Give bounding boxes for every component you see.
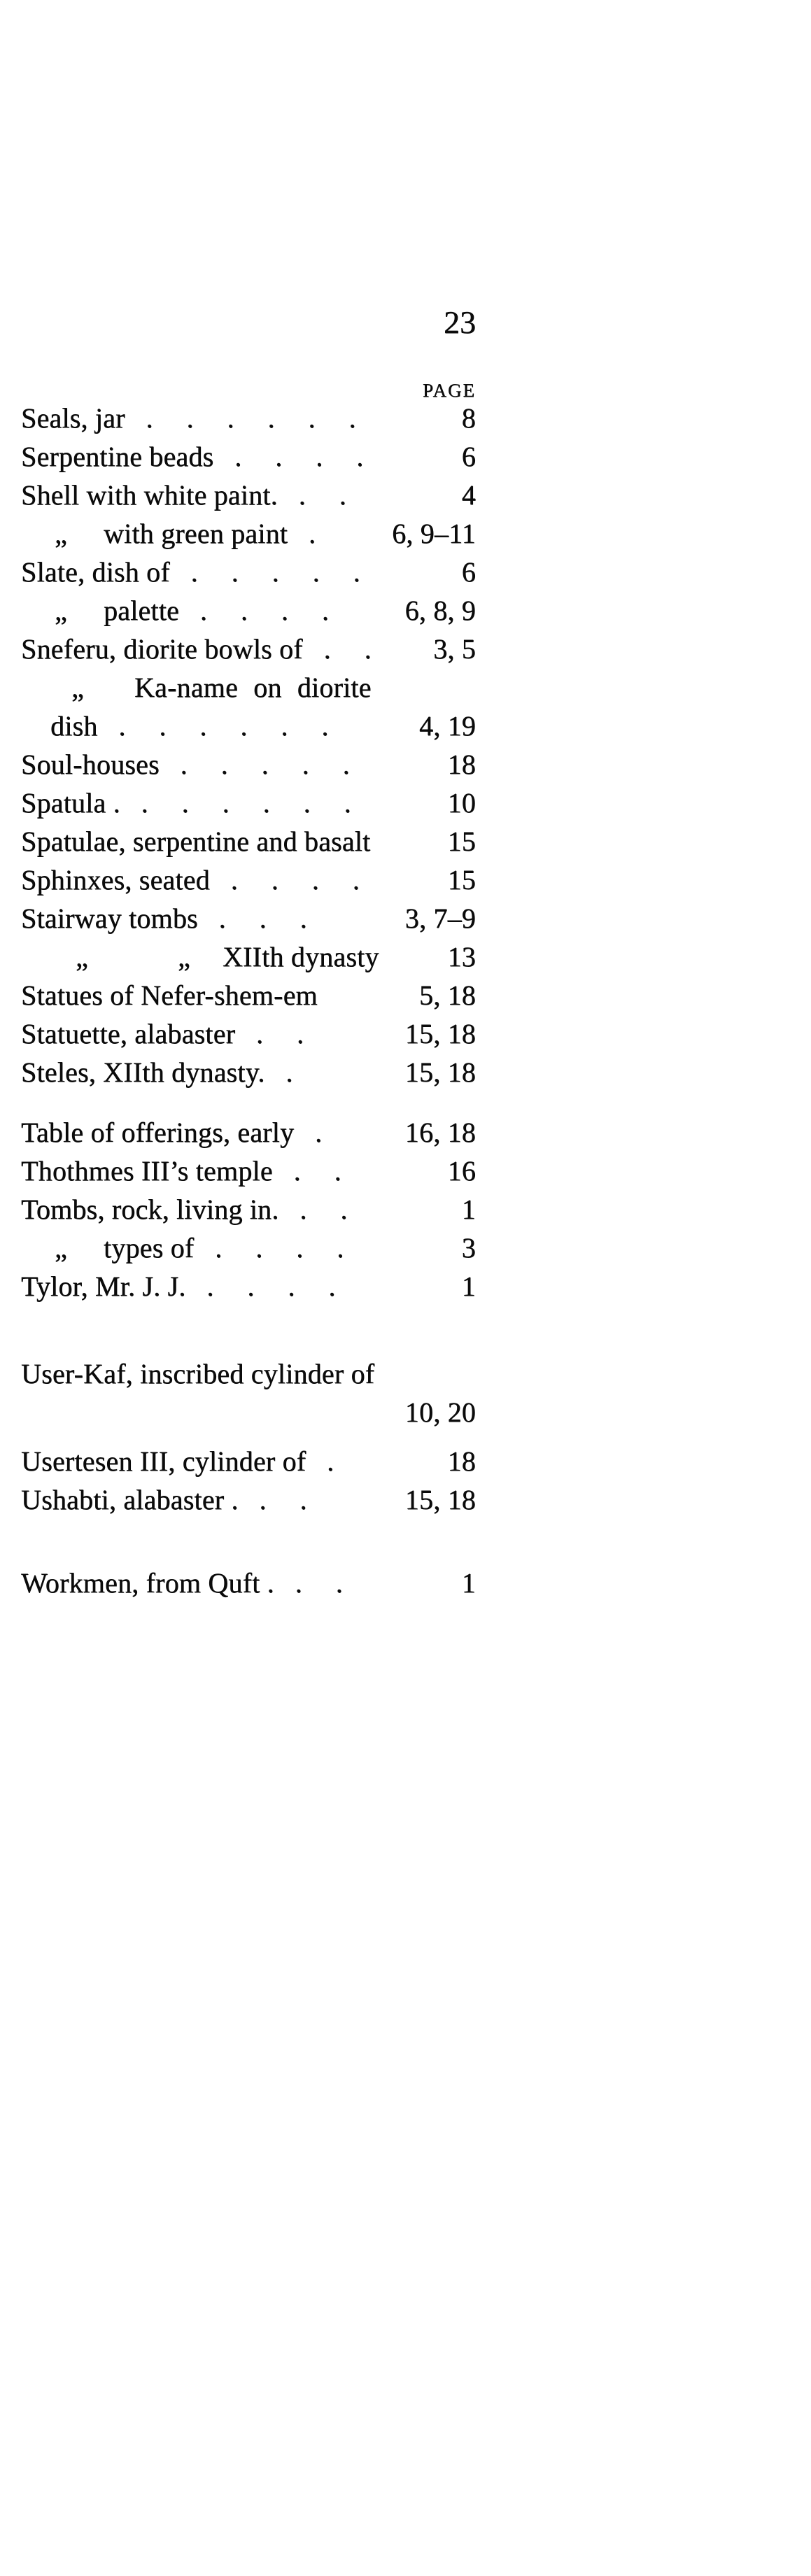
index-entry-row xyxy=(21,1053,476,1091)
dot-leader: . . . . xyxy=(230,864,360,896)
index-section xyxy=(21,1113,476,1305)
ditto-mark: „ xyxy=(55,518,67,549)
entry-pages: 8 xyxy=(461,402,476,434)
entry-label: Sphinxes, seated xyxy=(21,864,210,896)
entry-label: Steles, XIIth dynasty. xyxy=(21,1056,265,1088)
entry-pages: 6, 8, 9 xyxy=(404,595,476,626)
entry-label: palette xyxy=(103,595,179,626)
index-entry-row xyxy=(21,668,476,707)
dot-leader: . . xyxy=(259,1484,307,1515)
entry-label: Soul-houses xyxy=(21,749,160,780)
index-entry-row xyxy=(21,784,476,822)
entry-label: Statuette, alabaster xyxy=(21,1018,236,1049)
entry-label: User-Kaf, inscribed cylinder of xyxy=(21,1358,375,1389)
index-entry-row xyxy=(21,1113,476,1152)
page-column-header: PAGE xyxy=(422,380,476,401)
dot-leader: . . xyxy=(298,479,346,511)
entry-label: Usertesen III, cylinder of xyxy=(21,1445,306,1477)
entry-label: Table of offerings, early xyxy=(21,1117,295,1148)
entry-pages: 4 xyxy=(461,479,476,511)
entry-pages: 15, 18 xyxy=(404,1484,476,1515)
ditto-mark: „ xyxy=(71,672,84,703)
entry-pages: 18 xyxy=(447,749,476,780)
entry-pages: 15, 18 xyxy=(404,1056,476,1088)
index-entry-row xyxy=(21,1442,476,1480)
index-entry-row xyxy=(21,1229,476,1267)
ditto-mark: „ xyxy=(55,1232,67,1264)
dot-leader: . . . . . . xyxy=(146,402,356,434)
dot-leader: . . . . . xyxy=(180,749,350,780)
index-entry-row xyxy=(21,437,476,476)
entry-pages: 10, 20 xyxy=(404,1396,476,1428)
entry-pages: 1 xyxy=(461,1194,476,1225)
entry-pages: 6, 9–11 xyxy=(392,518,476,549)
index-entry-row xyxy=(21,1267,476,1305)
index-entry-row xyxy=(21,514,476,553)
entry-pages: 18 xyxy=(447,1445,476,1477)
dot-leader: . . xyxy=(323,633,372,665)
dot-leader: . xyxy=(308,518,316,549)
ditto-mark: „ xyxy=(55,595,67,626)
entry-label: Thothmes III’s temple xyxy=(21,1155,273,1187)
entry-label: Spatula . xyxy=(21,787,120,819)
index-entry-row xyxy=(21,1190,476,1229)
index-entry-row xyxy=(21,976,476,1014)
index-entry-row xyxy=(21,822,476,861)
index-entry-row xyxy=(21,1393,476,1431)
entry-label: Sneferu, diorite bowls of xyxy=(21,633,303,665)
index-entry-row xyxy=(21,630,476,668)
index-entry-row xyxy=(21,553,476,591)
entry-label: Ka-name on diorite xyxy=(134,672,372,703)
index-section xyxy=(21,1354,476,1431)
entry-pages: 16 xyxy=(447,1155,476,1187)
index-entry-row xyxy=(21,1152,476,1190)
entry-pages: 4, 19 xyxy=(419,710,476,742)
index-section xyxy=(21,1564,476,1602)
dot-leader: . xyxy=(315,1117,323,1148)
entry-label: Slate, dish of xyxy=(21,556,170,588)
dot-leader: . . . . xyxy=(215,1232,344,1264)
entry-label: Spatulae, serpentine and basalt xyxy=(21,826,371,857)
dot-leader: . . . . . xyxy=(190,556,360,588)
dot-leader: . . xyxy=(293,1155,341,1187)
dot-leader: . . . . . . xyxy=(118,710,329,742)
index-entry-row xyxy=(21,476,476,514)
dot-leader: . . . . . . xyxy=(141,787,351,819)
entry-label: Workmen, from Quft . xyxy=(21,1567,274,1599)
dot-leader: . . . xyxy=(218,903,307,934)
entry-pages: 15 xyxy=(447,864,476,896)
entry-label: Ushabti, alabaster . xyxy=(21,1484,239,1515)
index-entry-row xyxy=(21,399,476,437)
entry-label: with green paint xyxy=(103,518,288,549)
entry-label: Statues of Nefer-shem-em xyxy=(21,979,318,1011)
entry-label: Tombs, rock, living in. xyxy=(21,1194,279,1225)
entry-label: Shell with white paint. xyxy=(21,479,278,511)
entry-label: Tylor, Mr. J. J. xyxy=(21,1271,186,1302)
entry-label: dish xyxy=(50,710,98,742)
index-entry-row xyxy=(21,937,476,976)
entry-pages: 3, 7–9 xyxy=(404,903,476,934)
dot-leader: . . xyxy=(295,1567,343,1599)
dot-leader: . . xyxy=(255,1018,304,1049)
index-entry-row xyxy=(21,1564,476,1602)
entry-pages: 15 xyxy=(447,826,476,857)
dot-leader: . . . . xyxy=(206,1271,336,1302)
index-section xyxy=(21,399,476,1091)
entry-pages: 16, 18 xyxy=(404,1117,476,1148)
index-entry-row xyxy=(21,1354,476,1393)
entry-pages: 1 xyxy=(461,1271,476,1302)
entry-pages: 15, 18 xyxy=(404,1018,476,1049)
entry-pages: 10 xyxy=(447,787,476,819)
ditto-mark: „ xyxy=(177,941,190,972)
entry-pages: 3 xyxy=(461,1232,476,1264)
index-entry-row xyxy=(21,1014,476,1053)
entry-pages: 6 xyxy=(461,556,476,588)
index-entry-row xyxy=(21,745,476,784)
index-entry-row xyxy=(21,1480,476,1519)
dot-leader: . xyxy=(327,1445,334,1477)
index-section xyxy=(21,1442,476,1519)
entry-label: Seals, jar xyxy=(21,402,125,434)
page-number: 23 xyxy=(444,304,476,340)
dot-leader: . xyxy=(285,1056,293,1088)
entry-pages: 6 xyxy=(461,441,476,472)
index-entry-row xyxy=(21,591,476,630)
dot-leader: . . . . xyxy=(234,441,364,472)
index-entry-row xyxy=(21,861,476,899)
dot-leader: . . . . xyxy=(199,595,330,626)
entry-pages: 13 xyxy=(447,941,476,972)
entry-label: Serpentine beads xyxy=(21,441,214,472)
entry-label: Stairway tombs xyxy=(21,903,198,934)
entry-label: types of xyxy=(103,1232,195,1264)
entry-pages: 1 xyxy=(461,1567,476,1599)
index-list xyxy=(21,399,476,1602)
dot-leader: . . xyxy=(299,1194,348,1225)
ditto-mark: „ xyxy=(76,941,88,972)
entry-label: XIIth dynasty xyxy=(222,941,379,972)
entry-pages: 3, 5 xyxy=(433,633,476,665)
index-entry-row xyxy=(21,899,476,937)
entry-pages: 5, 18 xyxy=(419,979,476,1011)
index-entry-row xyxy=(21,707,476,745)
